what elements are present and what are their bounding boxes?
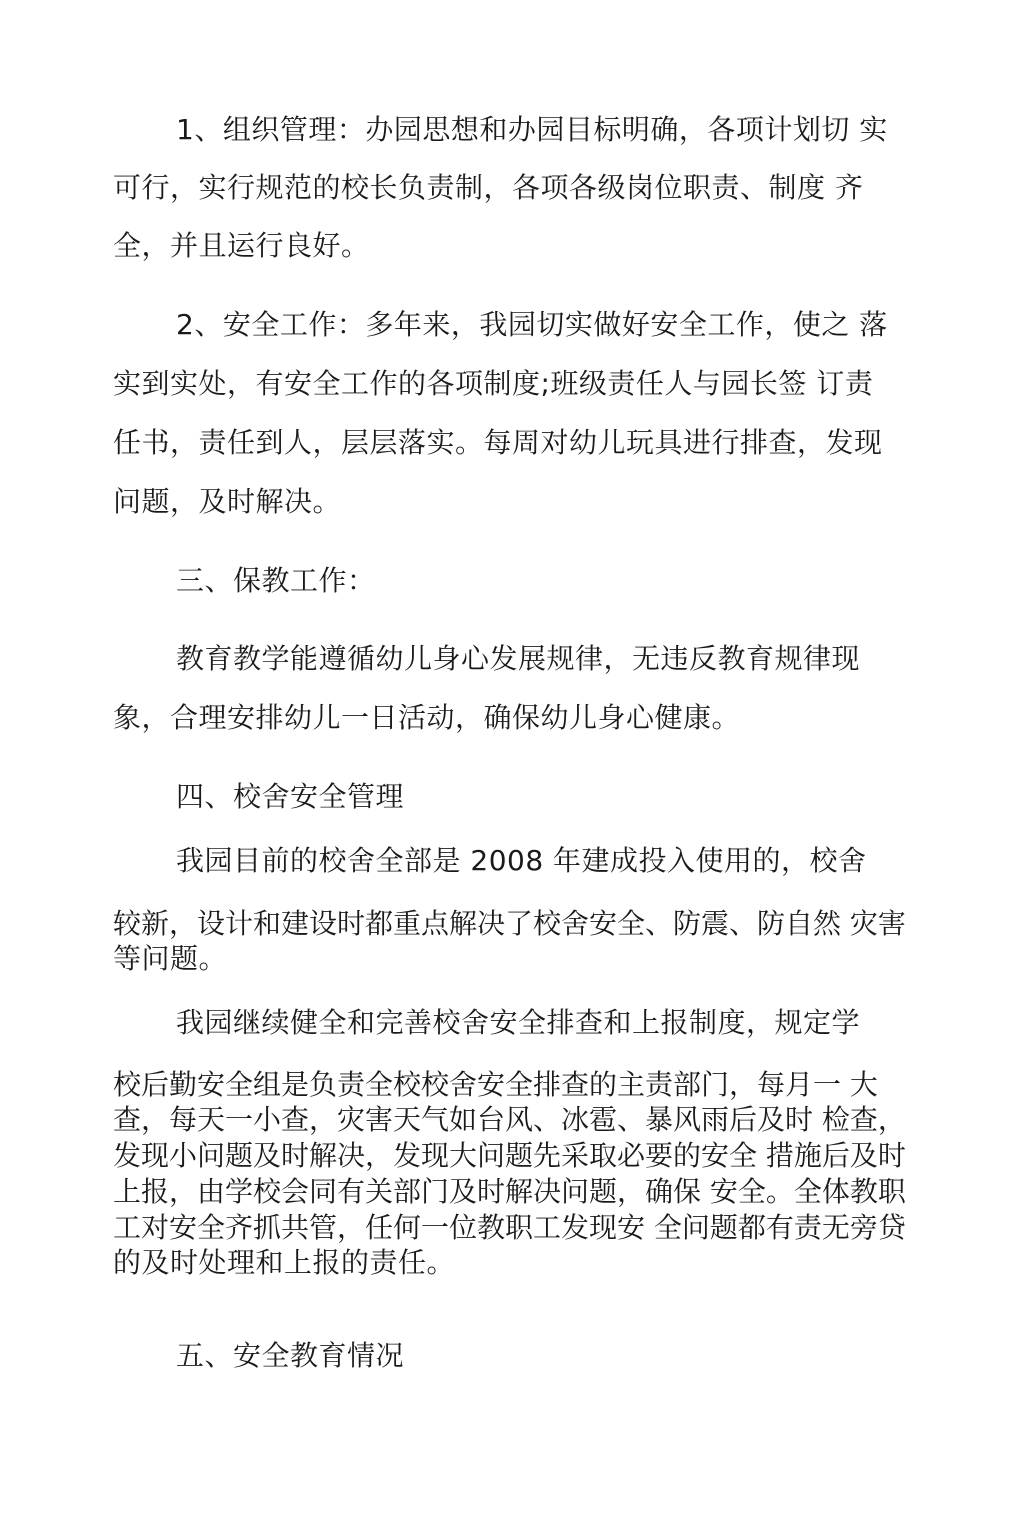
- paragraph-line: 问题，及时解决。: [113, 485, 342, 518]
- paragraph-line: 的及时处理和上报的责任。: [113, 1246, 456, 1279]
- paragraph-line: 我园继续健全和完善校舍安全排查和上报制度，规定学: [176, 1006, 861, 1039]
- paragraph-line: 实到实处，有安全工作的各项制度;班级责任人与园长签 订责: [113, 367, 874, 400]
- section-heading: 四、校舍安全管理: [176, 780, 405, 813]
- paragraph-line: 上报，由学校会同有关部门及时解决问题，确保 安全。全体教职: [113, 1175, 906, 1208]
- paragraph-line: 工对安全齐抓共管，任何一位教职工发现安 全问题都有责无旁贷: [113, 1211, 906, 1244]
- paragraph-line: 全，并且运行良好。: [113, 229, 370, 262]
- paragraph-line: 象，合理安排幼儿一日活动，确保幼儿身心健康。: [113, 701, 741, 734]
- paragraph-line: 校后勤安全组是负责全校校舍安全排查的主责部门，每月一 大: [113, 1068, 878, 1101]
- paragraph-line: 等问题。: [113, 942, 228, 975]
- paragraph-line: 发现小问题及时解决，发现大问题先采取必要的安全 措施后及时: [113, 1139, 906, 1172]
- paragraph-line: 可行，实行规范的校长负责制，各项各级岗位职责、制度 齐: [113, 171, 864, 204]
- paragraph-line: 1、组织管理：办园思想和办园目标明确，各项计划切 实: [176, 113, 888, 146]
- paragraph-line: 较新，设计和建设时都重点解决了校舍安全、防震、防自然 灾害: [113, 907, 906, 940]
- section-heading: 三、保教工作：: [176, 564, 376, 597]
- paragraph-line: 我园目前的校舍全部是 2008 年建成投入使用的，校舍: [176, 844, 867, 877]
- paragraph-line: 2、安全工作：多年来，我园切实做好安全工作，使之 落: [176, 308, 888, 341]
- paragraph-line: 教育教学能遵循幼儿身心发展规律，无违反教育规律现: [176, 642, 861, 675]
- section-heading: 五、安全教育情况: [176, 1339, 405, 1372]
- paragraph-line: 任书，责任到人，层层落实。每周对幼儿玩具进行排查，发现: [113, 426, 883, 459]
- paragraph-line: 查，每天一小查，灾害天气如台风、冰雹、暴风雨后及时 检查，: [113, 1103, 906, 1136]
